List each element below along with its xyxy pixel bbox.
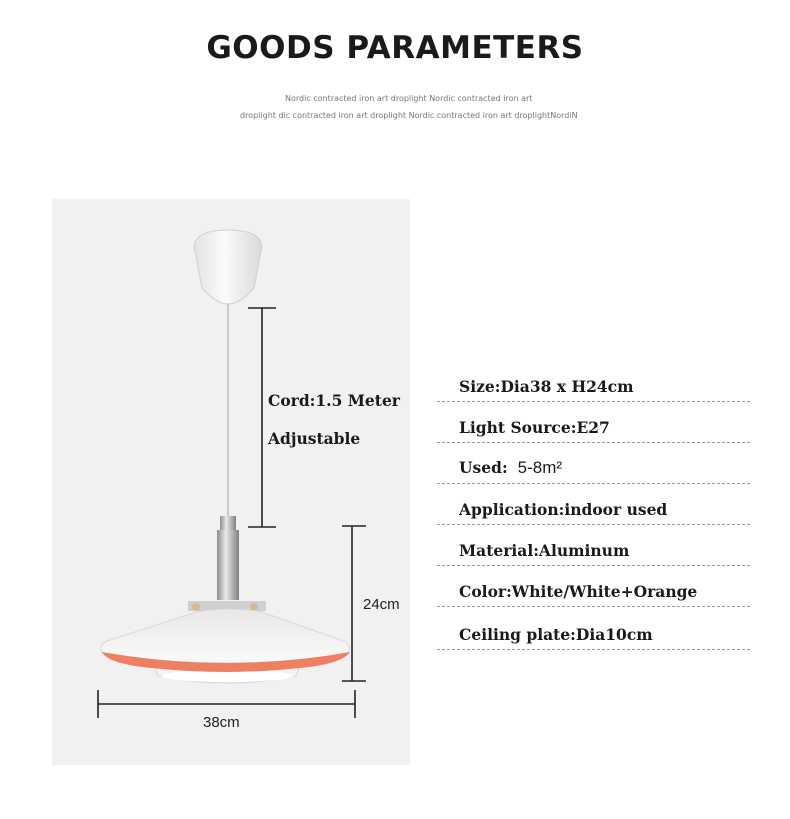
spec-row-light-source [437,402,750,443]
spec-color: Color:White/White+Orange [459,582,698,601]
spec-row-used [437,443,750,484]
spec-size: Size:Dia38 x H24cm [459,377,634,396]
spec-application: Application:indoor used [459,500,668,519]
spec-material: Material:Aluminum [459,541,630,560]
spec-used [459,458,562,478]
ceiling-canopy [194,230,262,304]
width-label: 38cm [203,714,240,731]
height-label: 24cm [363,596,400,613]
cord-length-bracket [248,308,276,527]
page-title: GOODS PARAMETERS [206,30,584,66]
spec-row-color [437,566,750,607]
cord-length-label: Cord:1.5 Meter [268,391,400,410]
spec-used-value: 5-8m² [517,458,563,477]
lamp-stem [217,530,239,600]
spec-row-application [437,484,750,525]
shade-top-white [101,609,349,663]
cord-adjustable-label: Adjustable [268,429,361,448]
subtitle-line-1: Nordic contracted iron art droplight Nordic contracted iron art [285,94,533,103]
spec-ceiling-plate: Ceiling plate:Dia10cm [459,625,653,644]
spec-row-ceiling-plate [437,609,750,650]
spec-light-source: Light Source:E27 [459,418,610,437]
spec-used-label: Used: [459,458,508,477]
lamp-stem-top [220,516,236,530]
spec-row-size [437,361,750,402]
subtitle-line-2: droplight dic contracted iron art droplight Nordic contracted iron art droplightNordiN [240,111,578,120]
spec-row-material [437,525,750,566]
